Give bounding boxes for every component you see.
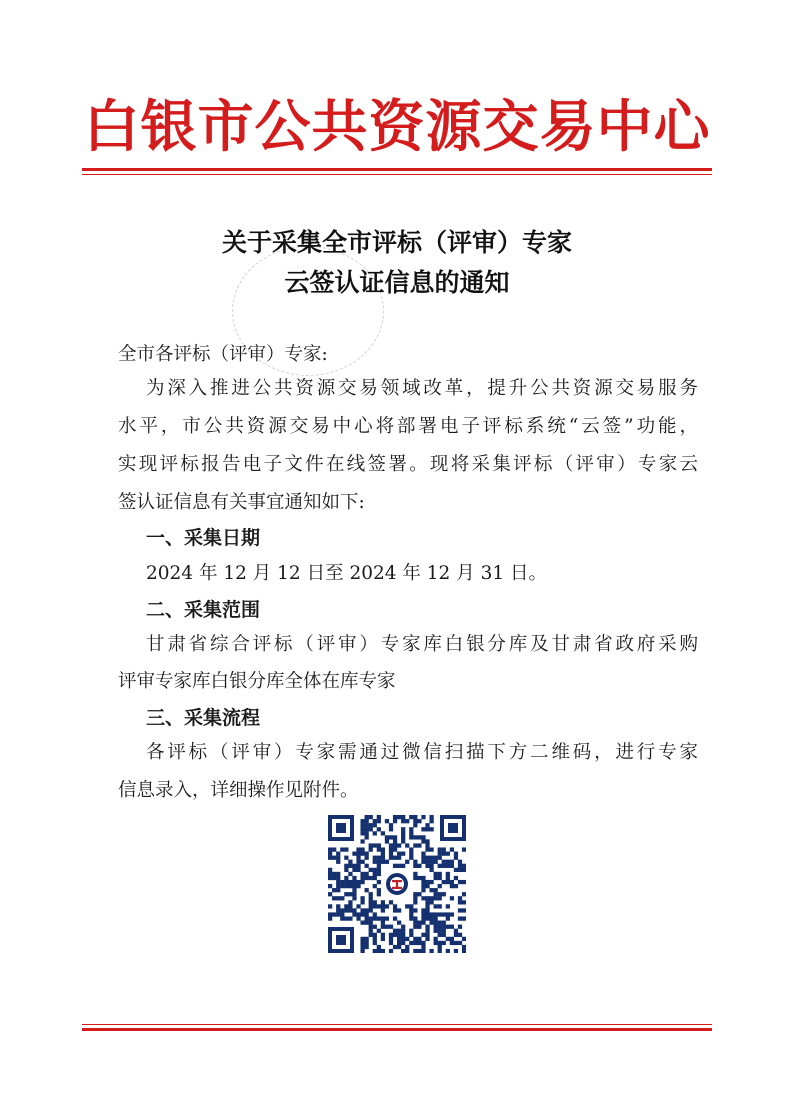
section-date-text: 2024 年 12 月 12 日至 2024 年 12 月 31 日。 (146, 563, 548, 584)
intro-line-4: 签认证信息有关事宜通知如下: (118, 492, 365, 513)
header-rule-thin (82, 174, 712, 175)
section-heading-process: 三、采集流程 (146, 707, 261, 729)
intro-line-2: 水平，市公共资源交易中心将部署电子评标系统“云签”功能， (118, 416, 698, 437)
notice-title-line1: 关于采集全市评标（评审）专家 (221, 228, 572, 257)
section-scope-line-2: 评审专家库白银分库全体在库专家 (118, 671, 396, 692)
salutation: 全市各评标（评审）专家: (118, 344, 328, 365)
section-process-line-2: 信息录入，详细操作见附件。 (118, 780, 359, 801)
intro-line-1: 为深入推进公共资源交易领域改革，提升公共资源交易服务 (146, 378, 698, 399)
qr-code-icon[interactable] (328, 815, 466, 953)
org-header: 白银市公共资源交易中心 (83, 94, 711, 160)
section-scope-line-1: 甘肃省综合评标（评审）专家库白银分库及甘肃省政府采购 (146, 634, 698, 655)
footer-rule-thick (82, 1028, 712, 1031)
header-rule-thick (82, 168, 712, 171)
section-heading-scope: 二、采集范围 (146, 599, 261, 621)
logo-icon (386, 873, 408, 895)
footer-rule-thin (82, 1024, 712, 1025)
notice-title-line2: 云签认证信息的通知 (284, 268, 510, 297)
section-heading-date: 一、采集日期 (146, 527, 261, 549)
section-process-line-1: 各评标（评审）专家需通过微信扫描下方二维码，进行专家 (146, 742, 698, 763)
intro-line-3: 实现评标报告电子文件在线签署。现将采集评标（评审）专家云 (118, 454, 698, 475)
